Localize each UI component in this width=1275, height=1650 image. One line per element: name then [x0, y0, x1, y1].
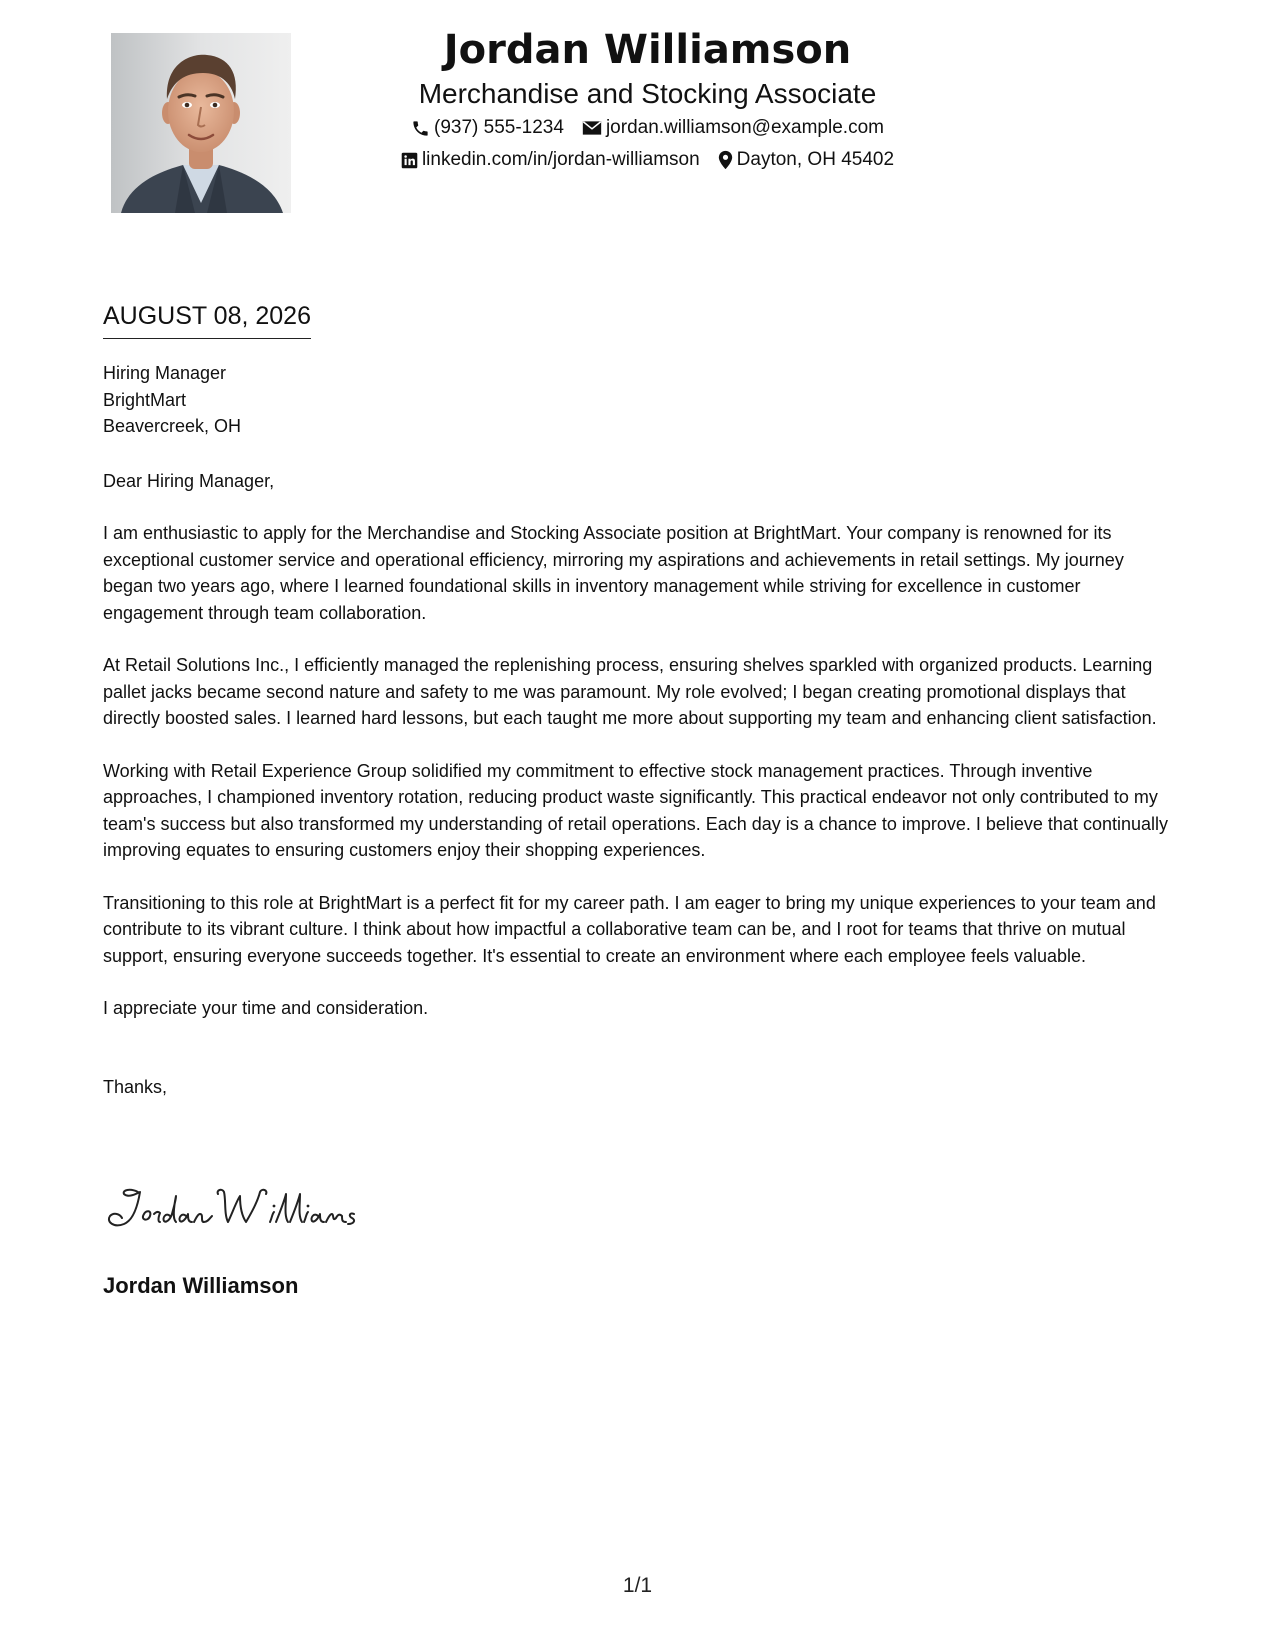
- body-paragraph: I am enthusiastic to apply for the Merchandise and Stocking Associate position at BrightMart. Your company is renowned for its exceptional customer service and operational efficiency, mirroring my aspirations and achievements in retail settings. My journey began two years ago, where I learned foundational skills in inventory management while striving for excellence in customer engagement through team collaboration.: [103, 523, 1124, 623]
- body-paragraph: At Retail Solutions Inc., I efficiently managed the replenishing process, ensuring shelves sparkled with organized products. Learning pallet jacks became second nature and safety to me was paramount. My role evolved; I began creating promotional displays that directly boosted sales. I learned hard lessons, but each taught me more about supporting my team and enhancing client satisfaction.: [103, 655, 1157, 728]
- contact-row-secondary: [340, 149, 955, 171]
- date-block: [103, 300, 311, 339]
- signature-drawing: [100, 1180, 370, 1240]
- body-paragraph: Working with Retail Experience Group solidified my commitment to effective stock management practices. Through inventive approaches, I championed inventory rotation, reducing product waste significantly. This practical endeavor not only contributed to my team's success but also transformed my understanding of retail operations. Each day is a chance to improve. I believe that continually improving equates to ensuring customers enjoy their shopping experiences.: [103, 760, 1168, 860]
- linkedin-text: linkedin.com/in/jordan-williamson: [421, 149, 700, 170]
- profile-photo: [111, 33, 291, 213]
- linkedin-icon: [401, 152, 418, 169]
- page-number: 1/1: [622, 1574, 653, 1597]
- contact-phone: [411, 117, 564, 139]
- contact-location: [718, 149, 894, 171]
- body-paragraph: I appreciate your time and consideration.: [103, 998, 429, 1018]
- envelope-icon: [582, 120, 602, 136]
- recipient-company: BrightMart: [103, 389, 187, 410]
- handwritten-signature: [100, 1180, 370, 1240]
- signer-name: Jordan Williamson: [103, 1273, 299, 1298]
- phone-icon: [411, 119, 430, 138]
- job-title: Merchandise and Stocking Associate: [418, 78, 877, 109]
- location-text: Dayton, OH 45402: [736, 149, 895, 170]
- contact-email[interactable]: [582, 117, 884, 139]
- recipient-block: [103, 360, 1178, 440]
- map-marker-icon: [718, 150, 733, 170]
- email-text: jordan.williamson@example.com: [605, 117, 884, 138]
- phone-text: (937) 555-1234: [434, 117, 564, 138]
- letter-date: AUGUST 08, 2026: [103, 300, 311, 339]
- letter-body: [103, 360, 1178, 1100]
- contact-linkedin[interactable]: [401, 149, 700, 171]
- applicant-name: Jordan Williamson: [443, 27, 852, 73]
- portrait-image: [111, 33, 291, 213]
- recipient-location: Beavercreek, OH: [103, 416, 242, 436]
- contact-row-primary: [340, 117, 955, 139]
- closing: Thanks,: [103, 1076, 168, 1097]
- recipient-title: Hiring Manager: [103, 363, 227, 383]
- salutation: Dear Hiring Manager,: [103, 470, 275, 491]
- header: [340, 22, 955, 171]
- body-paragraph: Transitioning to this role at BrightMart is a perfect fit for my career path. I am eager to bring my unique experiences to your team and contribute to its vibrant culture. I think about how impactful a collaborative team can be, and I root for teams that thrive on mutual support, ensuring everyone succeeds together. It's essential to create an environment where each employee feels valuable.: [103, 892, 1156, 966]
